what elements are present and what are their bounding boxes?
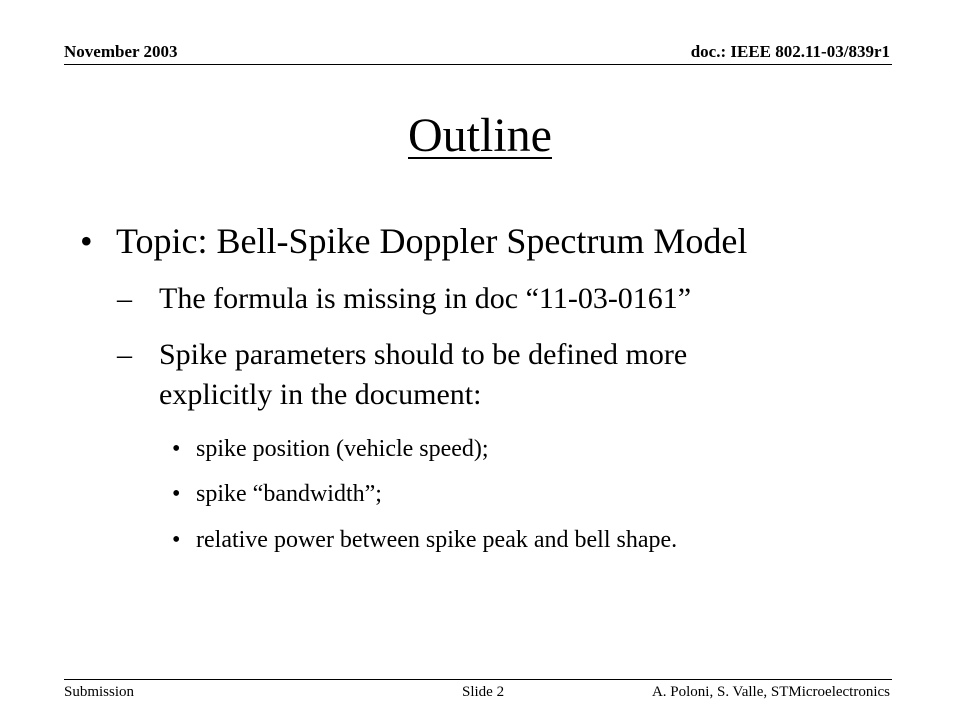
tertiary-bullet-text: spike “bandwidth”;: [196, 481, 382, 507]
tertiary-bullet-marker: •: [172, 527, 181, 553]
tertiary-bullet-relative-power: [172, 525, 892, 555]
footer-divider: [64, 679, 892, 680]
footer-submission: Submission: [64, 684, 135, 700]
tertiary-bullet-marker: •: [172, 436, 181, 462]
footer-authors: A. Poloni, S. Valle, STMicroelectronics: [651, 684, 890, 700]
sub-bullet-formula: [117, 280, 877, 318]
footer-slide-number: Slide 2: [462, 684, 505, 700]
tertiary-bullet-text: relative power between spike peak and bell shape.: [196, 527, 678, 553]
sub-bullet-text-line2: explicitly in the document:: [159, 378, 482, 411]
bullet-topic: [80, 218, 747, 264]
tertiary-bullet-marker: •: [172, 481, 181, 507]
sub-bullet-marker: –: [117, 282, 132, 315]
tertiary-bullet-text: spike position (vehicle speed);: [196, 436, 489, 462]
sub-bullet-marker: –: [117, 338, 132, 371]
bullet-text: Topic: Bell-Spike Doppler Spectrum Model: [116, 221, 748, 261]
slide-title: Outline: [408, 109, 552, 162]
sub-bullet-text: The formula is missing in doc “11-03-0161”: [159, 282, 692, 315]
bullet-marker: •: [80, 221, 93, 261]
header-divider: [64, 64, 892, 65]
header-doc-id: doc.: IEEE 802.11-03/839r1: [690, 42, 890, 61]
tertiary-bullet-spike-position: [172, 434, 892, 464]
header-date: November 2003: [64, 42, 178, 61]
sub-bullet-spike-parameters: [117, 336, 877, 374]
tertiary-bullet-spike-bandwidth: [172, 479, 892, 509]
sub-bullet-text-line1: Spike parameters should to be defined more: [159, 338, 688, 371]
